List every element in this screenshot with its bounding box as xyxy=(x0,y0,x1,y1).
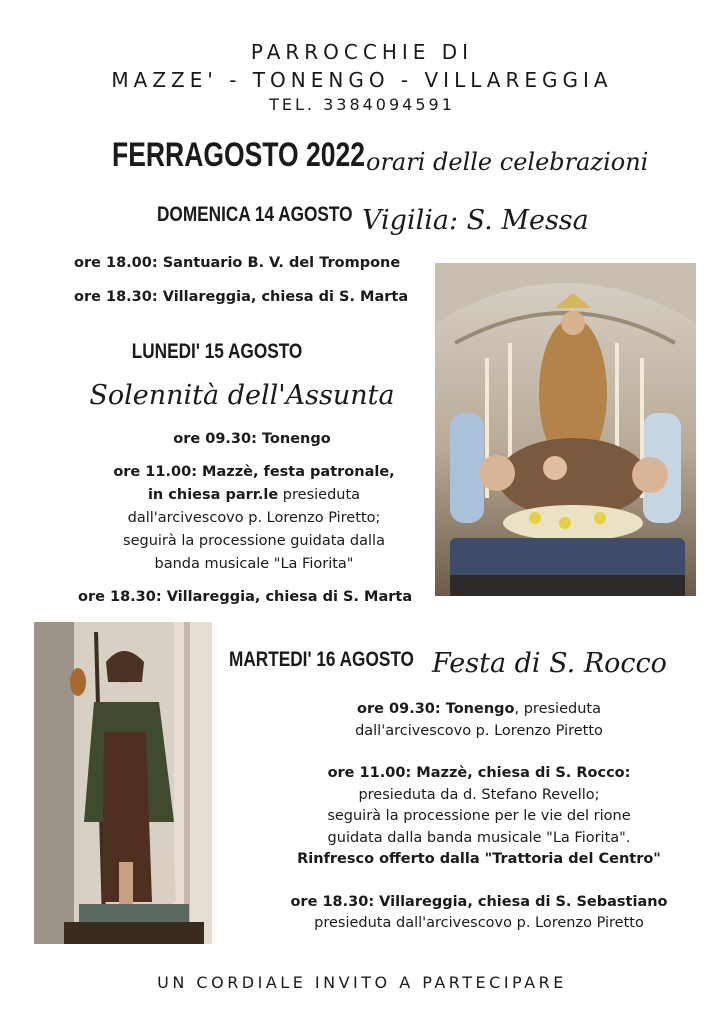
day3-item-1-rest2: dall'arcivescovo p. Lorenzo Piretto xyxy=(355,722,603,739)
san-rocco-statue-image xyxy=(34,622,212,944)
day3-item-1-rest1: , presieduta xyxy=(514,701,601,717)
day2-item-2-rest3: seguirà la processione guidata dalla xyxy=(123,533,385,549)
day3-item-2-rest1: presieduta da d. Stefano Revello; xyxy=(358,786,600,803)
day3-item-2-bold: : Mazzè, chiesa di S. Rocco: xyxy=(405,765,631,781)
assunta-statue-photo xyxy=(435,263,696,596)
day2-heading xyxy=(0,340,434,364)
day3-heading: MARTEDI' 16 AGOSTO xyxy=(229,648,414,671)
day2-item-3 xyxy=(78,589,412,605)
day3-item-1-time: ore 09.30 xyxy=(357,701,435,717)
day2-subtitle: Solennità dell'Assunta xyxy=(89,380,395,411)
day3-item-2-bold2: Rinfresco offerto dalla "Trattoria del Centro" xyxy=(297,851,661,867)
day3-item-3-time: ore 18.30 xyxy=(290,893,369,910)
page-subtitle: orari delle celebrazioni xyxy=(366,148,649,176)
day1-item-2 xyxy=(74,289,408,305)
day2-item-1-time: ore 09.30 xyxy=(173,431,252,447)
day2-item-2-rest4: banda musicale "La Fiorita" xyxy=(154,556,354,572)
day3-item-3-bold: : Villareggia, chiesa di S. Sebastiano xyxy=(368,893,668,910)
phone-number: TEL. 3384094591 xyxy=(269,95,455,114)
day1-item-2-text: : Villareggia, chiesa di S. Marta xyxy=(151,289,409,305)
day3-item-2 xyxy=(224,763,724,871)
day1-heading: DOMENICA 14 AGOSTO xyxy=(157,203,353,226)
day2-item-2-rest2: dall'arcivescovo p. Lorenzo Piretto; xyxy=(127,510,381,526)
assunta-statue-image xyxy=(435,263,696,596)
day2-item-2 xyxy=(64,461,444,576)
day1-item-1 xyxy=(74,255,400,271)
day2-item-2-bold2: in chiesa parr.le xyxy=(147,487,279,503)
day3-item-2-time: ore 11.00 xyxy=(327,765,406,781)
day1-subtitle: Vigilia: S. Messa xyxy=(362,205,589,236)
day2-item-1 xyxy=(0,431,504,447)
day3-item-2-rest3: guidata dalla banda musicale "La Fiorita". xyxy=(327,829,631,846)
day3-item-3 xyxy=(224,892,724,935)
day1-item-1-time: ore 18.00 xyxy=(74,255,152,271)
parish-header-line2: MAZZE' - TONENGO - VILLAREGGIA xyxy=(111,68,613,92)
day1-item-2-time: ore 18.30 xyxy=(74,289,152,305)
page-title: FERRAGOSTO 2022 xyxy=(112,136,366,174)
day3-item-3-rest1: presieduta dall'arcivescovo p. Lorenzo Piretto xyxy=(314,915,644,931)
footer-invitation: UN CORDIALE INVITO A PARTECIPARE xyxy=(157,973,567,992)
day2-item-2-time: ore 11.00 xyxy=(113,464,192,480)
day3-item-1 xyxy=(224,699,724,742)
day3-schedule xyxy=(224,699,724,935)
day2-item-2-bold1: : Mazzè, festa patronale, xyxy=(191,464,395,480)
parish-header-line1: PARROCCHIE DI xyxy=(250,40,474,64)
day1-item-1-text: : Santuario B. V. del Trompone xyxy=(151,255,401,271)
day2-item-3-time: ore 18.30 xyxy=(78,589,156,605)
day2-item-1-text: : Tonengo xyxy=(251,431,331,447)
day2-item-2-rest1: presieduta xyxy=(278,487,361,503)
day2-heading-text: LUNEDI' 15 AGOSTO xyxy=(131,340,303,363)
san-rocco-statue-photo xyxy=(34,622,212,944)
day3-item-1-bold: : Tonengo xyxy=(434,701,515,717)
day3-item-2-rest2: seguirà la processione per le vie del rione xyxy=(327,808,631,824)
day3-subtitle: Festa di S. Rocco xyxy=(432,648,667,679)
day2-item-3-text: : Villareggia, chiesa di S. Marta xyxy=(155,589,413,605)
